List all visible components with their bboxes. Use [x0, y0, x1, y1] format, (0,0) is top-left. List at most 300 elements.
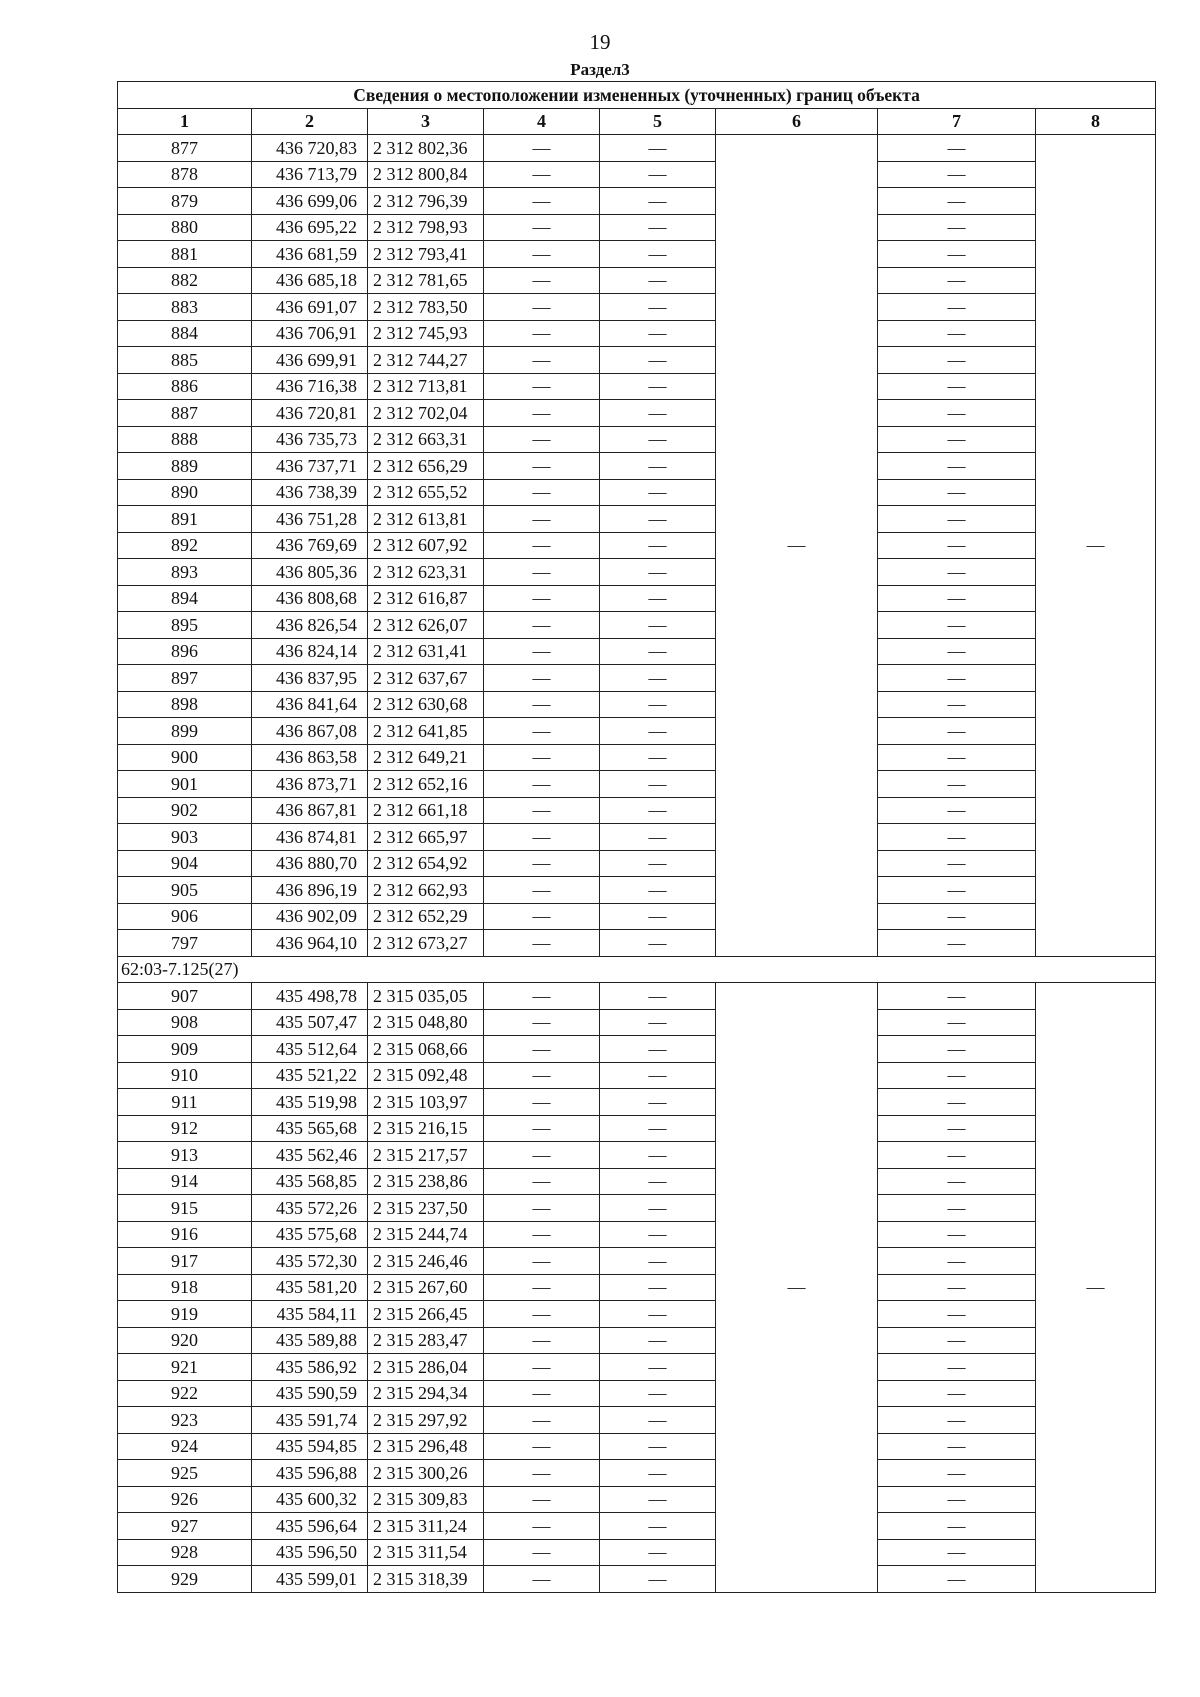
col4-dash: —	[484, 638, 600, 665]
coord-y: 2 315 286,04	[368, 1354, 484, 1381]
coord-y: 2 312 793,41	[368, 241, 484, 268]
col7-dash: —	[878, 797, 1036, 824]
col4-dash: —	[484, 479, 600, 506]
table-row	[118, 453, 1156, 480]
coord-y: 2 315 297,92	[368, 1407, 484, 1434]
col5-dash: —	[600, 1301, 716, 1328]
coord-y: 2 312 662,93	[368, 877, 484, 904]
col5-dash: —	[600, 585, 716, 612]
table-row	[118, 1036, 1156, 1063]
col7-dash: —	[878, 426, 1036, 453]
coord-y: 2 315 217,57	[368, 1142, 484, 1169]
table-row	[118, 479, 1156, 506]
coord-x: 436 691,07	[252, 294, 368, 321]
column-header-row	[118, 108, 1156, 135]
coord-x: 435 581,20	[252, 1274, 368, 1301]
coord-y: 2 315 035,05	[368, 983, 484, 1010]
coord-y: 2 315 103,97	[368, 1089, 484, 1116]
col4-dash: —	[484, 320, 600, 347]
col4-dash: —	[484, 797, 600, 824]
point-number: 926	[118, 1486, 252, 1513]
col7-dash: —	[878, 903, 1036, 930]
col4-dash: —	[484, 718, 600, 745]
coord-y: 2 312 798,93	[368, 214, 484, 241]
coord-x: 435 521,22	[252, 1062, 368, 1089]
column-header-6: 6	[716, 108, 878, 135]
coord-y: 2 315 300,26	[368, 1460, 484, 1487]
point-number: 897	[118, 665, 252, 692]
col5-dash: —	[600, 1354, 716, 1381]
coord-x: 436 720,81	[252, 400, 368, 427]
point-number: 918	[118, 1274, 252, 1301]
col7-dash: —	[878, 638, 1036, 665]
col5-dash: —	[600, 453, 716, 480]
point-number: 884	[118, 320, 252, 347]
col5-dash: —	[600, 1407, 716, 1434]
point-number: 891	[118, 506, 252, 533]
col5-dash: —	[600, 161, 716, 188]
col4-dash: —	[484, 1380, 600, 1407]
coord-x: 436 824,14	[252, 638, 368, 665]
col8-merged-dash: —	[1036, 135, 1156, 957]
coord-x: 435 600,32	[252, 1486, 368, 1513]
coord-y: 2 312 661,18	[368, 797, 484, 824]
col4-dash: —	[484, 188, 600, 215]
col7-dash: —	[878, 1168, 1036, 1195]
col4-dash: —	[484, 214, 600, 241]
table-row	[118, 1062, 1156, 1089]
coord-x: 436 867,81	[252, 797, 368, 824]
coord-x: 435 594,85	[252, 1433, 368, 1460]
col7-dash: —	[878, 585, 1036, 612]
point-number: 882	[118, 267, 252, 294]
table-row	[118, 506, 1156, 533]
col5-dash: —	[600, 1221, 716, 1248]
col7-dash: —	[878, 1566, 1036, 1593]
point-number: 898	[118, 691, 252, 718]
coord-x: 436 964,10	[252, 930, 368, 957]
col7-dash: —	[878, 612, 1036, 639]
coord-x: 436 902,09	[252, 903, 368, 930]
point-number: 889	[118, 453, 252, 480]
col5-dash: —	[600, 1168, 716, 1195]
col5-dash: —	[600, 1062, 716, 1089]
column-header-8: 8	[1036, 108, 1156, 135]
point-number: 883	[118, 294, 252, 321]
coord-x: 436 735,73	[252, 426, 368, 453]
coord-y: 2 312 607,92	[368, 532, 484, 559]
point-number: 913	[118, 1142, 252, 1169]
coord-x: 436 699,91	[252, 347, 368, 374]
coord-x: 436 720,83	[252, 135, 368, 162]
point-number: 923	[118, 1407, 252, 1434]
table-row	[118, 320, 1156, 347]
col7-dash: —	[878, 1221, 1036, 1248]
col4-dash: —	[484, 877, 600, 904]
point-number: 907	[118, 983, 252, 1010]
coord-y: 2 312 652,29	[368, 903, 484, 930]
point-number: 906	[118, 903, 252, 930]
coord-y: 2 312 781,65	[368, 267, 484, 294]
col4-dash: —	[484, 983, 600, 1010]
group-label: 62:03-7.125(27)	[118, 956, 1156, 983]
point-number: 921	[118, 1354, 252, 1381]
col7-dash: —	[878, 1301, 1036, 1328]
col4-dash: —	[484, 903, 600, 930]
point-number: 886	[118, 373, 252, 400]
col7-dash: —	[878, 691, 1036, 718]
coord-x: 436 681,59	[252, 241, 368, 268]
col5-dash: —	[600, 638, 716, 665]
point-number: 887	[118, 400, 252, 427]
col7-dash: —	[878, 1036, 1036, 1063]
table-row	[118, 718, 1156, 745]
coord-y: 2 312 655,52	[368, 479, 484, 506]
table-row	[118, 1539, 1156, 1566]
column-header-4: 4	[484, 108, 600, 135]
coord-y: 2 312 616,87	[368, 585, 484, 612]
table-row	[118, 1115, 1156, 1142]
coord-y: 2 312 631,41	[368, 638, 484, 665]
col7-dash: —	[878, 824, 1036, 851]
col5-dash: —	[600, 1274, 716, 1301]
col4-dash: —	[484, 1513, 600, 1540]
col7-dash: —	[878, 1486, 1036, 1513]
table-row	[118, 559, 1156, 586]
table-row	[118, 1566, 1156, 1593]
col4-dash: —	[484, 506, 600, 533]
col4-dash: —	[484, 771, 600, 798]
coord-y: 2 312 802,36	[368, 135, 484, 162]
col7-dash: —	[878, 241, 1036, 268]
table-row	[118, 1142, 1156, 1169]
point-number: 925	[118, 1460, 252, 1487]
coord-x: 435 596,88	[252, 1460, 368, 1487]
coord-y: 2 312 744,27	[368, 347, 484, 374]
col4-dash: —	[484, 135, 600, 162]
coord-x: 435 572,26	[252, 1195, 368, 1222]
page-number: 19	[589, 30, 611, 54]
coord-y: 2 315 311,24	[368, 1513, 484, 1540]
coord-y: 2 312 796,39	[368, 188, 484, 215]
table-row	[118, 214, 1156, 241]
coord-y: 2 315 068,66	[368, 1036, 484, 1063]
col4-dash: —	[484, 1168, 600, 1195]
col4-dash: —	[484, 1248, 600, 1275]
coord-y: 2 312 665,97	[368, 824, 484, 851]
coord-x: 435 596,50	[252, 1539, 368, 1566]
col5-dash: —	[600, 320, 716, 347]
point-number: 908	[118, 1009, 252, 1036]
col4-dash: —	[484, 691, 600, 718]
table-row	[118, 691, 1156, 718]
table-row	[118, 797, 1156, 824]
col7-dash: —	[878, 559, 1036, 586]
table-row	[118, 1274, 1156, 1301]
col5-dash: —	[600, 241, 716, 268]
col7-dash: —	[878, 1513, 1036, 1540]
col7-dash: —	[878, 1115, 1036, 1142]
table-row	[118, 850, 1156, 877]
col4-dash: —	[484, 373, 600, 400]
col4-dash: —	[484, 294, 600, 321]
table-row	[118, 877, 1156, 904]
table-row	[118, 294, 1156, 321]
col7-dash: —	[878, 214, 1036, 241]
coord-y: 2 312 713,81	[368, 373, 484, 400]
table-row	[118, 1009, 1156, 1036]
point-number: 922	[118, 1380, 252, 1407]
point-number: 924	[118, 1433, 252, 1460]
group-label-row	[118, 956, 1156, 983]
table-row	[118, 532, 1156, 559]
col5-dash: —	[600, 983, 716, 1010]
col5-dash: —	[600, 1327, 716, 1354]
section-title: Раздел3	[570, 60, 630, 79]
col4-dash: —	[484, 665, 600, 692]
col7-dash: —	[878, 1089, 1036, 1116]
coord-x: 435 512,64	[252, 1036, 368, 1063]
col7-dash: —	[878, 1195, 1036, 1222]
coord-y: 2 315 246,46	[368, 1248, 484, 1275]
col5-dash: —	[600, 797, 716, 824]
coord-x: 435 575,68	[252, 1221, 368, 1248]
col4-dash: —	[484, 1460, 600, 1487]
table-row	[118, 1460, 1156, 1487]
col5-dash: —	[600, 426, 716, 453]
table-row	[118, 771, 1156, 798]
column-header-1: 1	[118, 108, 252, 135]
col4-dash: —	[484, 347, 600, 374]
table-row	[118, 267, 1156, 294]
col5-dash: —	[600, 1142, 716, 1169]
coord-x: 436 874,81	[252, 824, 368, 851]
col4-dash: —	[484, 930, 600, 957]
coord-y: 2 312 641,85	[368, 718, 484, 745]
col4-dash: —	[484, 400, 600, 427]
col5-dash: —	[600, 135, 716, 162]
col5-dash: —	[600, 506, 716, 533]
col7-dash: —	[878, 1407, 1036, 1434]
coord-y: 2 315 283,47	[368, 1327, 484, 1354]
col5-dash: —	[600, 532, 716, 559]
col7-dash: —	[878, 532, 1036, 559]
point-number: 877	[118, 135, 252, 162]
table-row	[118, 1486, 1156, 1513]
coord-y: 2 315 309,83	[368, 1486, 484, 1513]
table-row	[118, 930, 1156, 957]
col7-dash: —	[878, 1539, 1036, 1566]
col6-merged-dash: —	[716, 983, 878, 1593]
col5-dash: —	[600, 612, 716, 639]
coord-x: 436 716,38	[252, 373, 368, 400]
coord-y: 2 315 318,39	[368, 1566, 484, 1593]
coord-x: 436 695,22	[252, 214, 368, 241]
col7-dash: —	[878, 453, 1036, 480]
coord-y: 2 312 654,92	[368, 850, 484, 877]
col5-dash: —	[600, 903, 716, 930]
column-header-3: 3	[368, 108, 484, 135]
coord-x: 436 737,71	[252, 453, 368, 480]
coord-x: 435 586,92	[252, 1354, 368, 1381]
coord-y: 2 315 296,48	[368, 1433, 484, 1460]
coord-x: 436 841,64	[252, 691, 368, 718]
col4-dash: —	[484, 1327, 600, 1354]
point-number: 797	[118, 930, 252, 957]
table-row	[118, 135, 1156, 162]
table-row	[118, 1380, 1156, 1407]
point-number: 916	[118, 1221, 252, 1248]
col4-dash: —	[484, 532, 600, 559]
coord-y: 2 315 238,86	[368, 1168, 484, 1195]
col7-dash: —	[878, 1274, 1036, 1301]
col4-dash: —	[484, 1089, 600, 1116]
point-number: 902	[118, 797, 252, 824]
coord-y: 2 315 267,60	[368, 1274, 484, 1301]
table-caption-row	[118, 82, 1156, 109]
point-number: 909	[118, 1036, 252, 1063]
coord-x: 436 826,54	[252, 612, 368, 639]
col5-dash: —	[600, 1513, 716, 1540]
coord-y: 2 315 266,45	[368, 1301, 484, 1328]
col7-dash: —	[878, 1009, 1036, 1036]
col5-dash: —	[600, 267, 716, 294]
col5-dash: —	[600, 850, 716, 877]
coord-x: 436 699,06	[252, 188, 368, 215]
col4-dash: —	[484, 426, 600, 453]
col4-dash: —	[484, 1036, 600, 1063]
coord-x: 435 498,78	[252, 983, 368, 1010]
coord-y: 2 315 237,50	[368, 1195, 484, 1222]
col7-dash: —	[878, 1142, 1036, 1169]
point-number: 895	[118, 612, 252, 639]
col5-dash: —	[600, 665, 716, 692]
column-header-2: 2	[252, 108, 368, 135]
col8-merged-dash: —	[1036, 983, 1156, 1593]
table-row	[118, 983, 1156, 1010]
col5-dash: —	[600, 188, 716, 215]
col4-dash: —	[484, 1009, 600, 1036]
table-row	[118, 744, 1156, 771]
col7-dash: —	[878, 320, 1036, 347]
point-number: 878	[118, 161, 252, 188]
coord-x: 435 599,01	[252, 1566, 368, 1593]
table-row	[118, 824, 1156, 851]
col7-dash: —	[878, 1380, 1036, 1407]
col4-dash: —	[484, 850, 600, 877]
coord-x: 436 769,69	[252, 532, 368, 559]
coord-x: 436 867,08	[252, 718, 368, 745]
col5-dash: —	[600, 294, 716, 321]
col4-dash: —	[484, 744, 600, 771]
col7-dash: —	[878, 479, 1036, 506]
table-row	[118, 188, 1156, 215]
coord-y: 2 312 637,67	[368, 665, 484, 692]
col5-dash: —	[600, 1089, 716, 1116]
coord-x: 435 596,64	[252, 1513, 368, 1540]
col7-dash: —	[878, 267, 1036, 294]
col7-dash: —	[878, 347, 1036, 374]
col7-dash: —	[878, 506, 1036, 533]
col7-dash: —	[878, 400, 1036, 427]
col7-dash: —	[878, 665, 1036, 692]
coord-x: 436 713,79	[252, 161, 368, 188]
col4-dash: —	[484, 1539, 600, 1566]
coord-x: 436 863,58	[252, 744, 368, 771]
point-number: 892	[118, 532, 252, 559]
point-number: 917	[118, 1248, 252, 1275]
coord-y: 2 315 092,48	[368, 1062, 484, 1089]
coord-y: 2 312 783,50	[368, 294, 484, 321]
coord-y: 2 312 702,04	[368, 400, 484, 427]
col7-dash: —	[878, 161, 1036, 188]
col4-dash: —	[484, 1274, 600, 1301]
point-number: 893	[118, 559, 252, 586]
coord-x: 436 837,95	[252, 665, 368, 692]
col5-dash: —	[600, 559, 716, 586]
col5-dash: —	[600, 771, 716, 798]
point-number: 927	[118, 1513, 252, 1540]
col4-dash: —	[484, 1566, 600, 1593]
col7-dash: —	[878, 771, 1036, 798]
coord-x: 435 591,74	[252, 1407, 368, 1434]
col5-dash: —	[600, 1539, 716, 1566]
point-number: 915	[118, 1195, 252, 1222]
coord-y: 2 312 800,84	[368, 161, 484, 188]
point-number: 888	[118, 426, 252, 453]
col5-dash: —	[600, 1248, 716, 1275]
col5-dash: —	[600, 1433, 716, 1460]
col4-dash: —	[484, 1407, 600, 1434]
col5-dash: —	[600, 1486, 716, 1513]
coord-x: 436 805,36	[252, 559, 368, 586]
table-body	[118, 135, 1156, 1593]
col7-dash: —	[878, 373, 1036, 400]
point-number: 920	[118, 1327, 252, 1354]
coord-y: 2 315 244,74	[368, 1221, 484, 1248]
col7-dash: —	[878, 930, 1036, 957]
col4-dash: —	[484, 267, 600, 294]
col7-dash: —	[878, 850, 1036, 877]
col5-dash: —	[600, 479, 716, 506]
col5-dash: —	[600, 214, 716, 241]
coord-y: 2 312 613,81	[368, 506, 484, 533]
coord-y: 2 312 652,16	[368, 771, 484, 798]
column-header-7: 7	[878, 108, 1036, 135]
coord-x: 435 589,88	[252, 1327, 368, 1354]
col4-dash: —	[484, 612, 600, 639]
coord-x: 436 808,68	[252, 585, 368, 612]
point-number: 885	[118, 347, 252, 374]
col7-dash: —	[878, 877, 1036, 904]
col7-dash: —	[878, 1327, 1036, 1354]
col4-dash: —	[484, 241, 600, 268]
col5-dash: —	[600, 691, 716, 718]
col7-dash: —	[878, 294, 1036, 321]
col4-dash: —	[484, 559, 600, 586]
col5-dash: —	[600, 1460, 716, 1487]
point-number: 919	[118, 1301, 252, 1328]
point-number: 901	[118, 771, 252, 798]
coord-x: 436 685,18	[252, 267, 368, 294]
point-number: 911	[118, 1089, 252, 1116]
col5-dash: —	[600, 1115, 716, 1142]
col7-dash: —	[878, 1433, 1036, 1460]
coord-y: 2 312 745,93	[368, 320, 484, 347]
coord-x: 436 706,91	[252, 320, 368, 347]
col4-dash: —	[484, 1142, 600, 1169]
point-number: 904	[118, 850, 252, 877]
